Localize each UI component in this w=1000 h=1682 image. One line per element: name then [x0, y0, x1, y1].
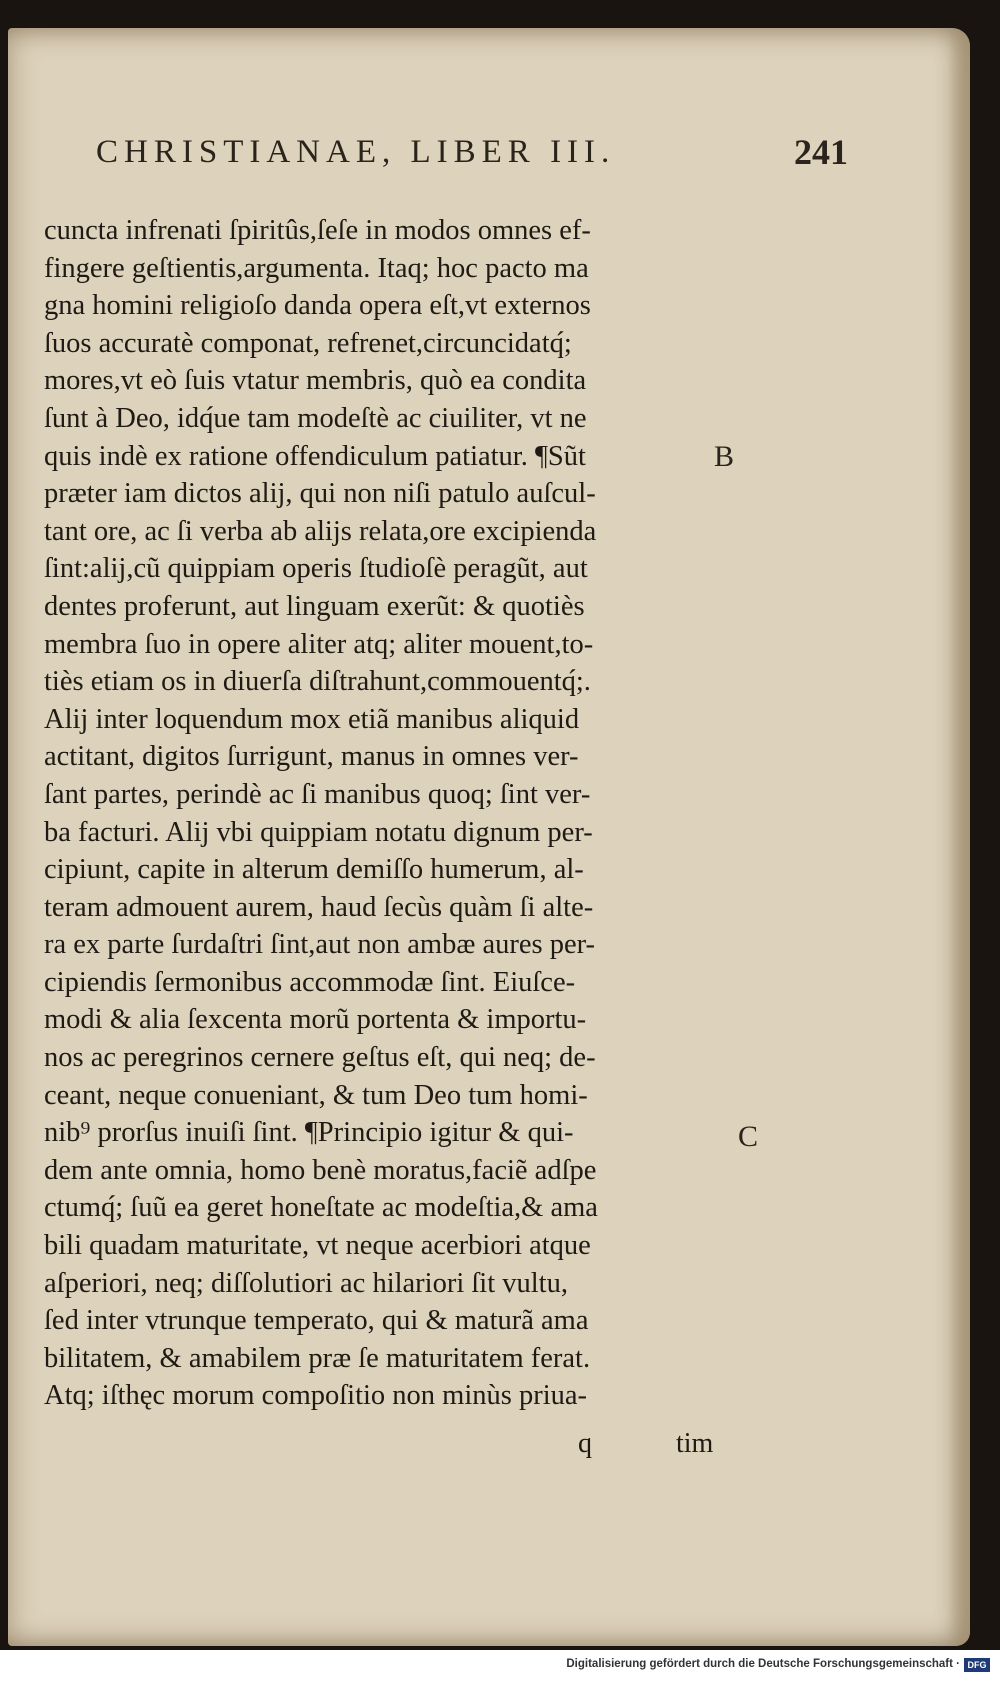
footer-credit: Digitalisierung gefördert durch die Deutsche Forschungsgemeinschaft ·: [566, 1658, 960, 1670]
margin-letter-c: C: [738, 1120, 759, 1153]
margin-letter-b: B: [714, 440, 735, 473]
dfg-logo-icon: DFG: [964, 1658, 990, 1672]
signature-mark: q: [578, 1428, 592, 1459]
text-line: ba facturi. Alij vbi quippiam notatu dignum per-: [44, 816, 593, 848]
text-line: ſed inter vtrunque temperato, qui & maturã ama: [44, 1305, 589, 1337]
text-line: cipiendis ſermonibus accommodæ ſint. Eiuſce-: [44, 966, 576, 998]
running-title: CHRISTIANAE, LIBER III.: [96, 134, 616, 170]
text-line: ctumq́; ſuũ ea geret honeſtate ac modeſtia,& ama: [44, 1192, 598, 1224]
text-line: gna homini religioſo danda opera eſt,vt externos: [44, 290, 591, 322]
text-line: Alij inter loquendum mox etiã manibus aliquid: [44, 703, 580, 735]
text-line: actitant, digitos ſurrigunt, manus in omnes ver-: [44, 741, 579, 773]
text-line: Atq; iſthęc morum compoſitio non minùs priua-: [44, 1380, 588, 1412]
text-line: nos ac peregrinos cernere geſtus eſt, qui neq; de-: [44, 1042, 596, 1074]
text-line: quis indè ex ratione offendiculum patiatur. ¶Sũt: [44, 440, 586, 472]
text-line: præter iam dictos alij, qui non niſi patulo auſcul-: [44, 478, 596, 510]
page-edge-shadow: [948, 28, 970, 1646]
text-line: mores,vt eò ſuis vtatur membris, quò ea condita: [44, 365, 587, 397]
text-line: teram admouent aurem, haud ſecùs quàm ſi alte-: [44, 891, 594, 923]
text-line: cipiunt, capite in alterum demiſſo humerum, al-: [44, 854, 584, 886]
text-line: ſant partes, perindè ac ſi manibus quoq; ſint ver-: [44, 778, 591, 810]
text-line: dentes proferunt, aut linguam exerũt: & quotiès: [44, 590, 585, 622]
text-line: ra ex parte ſurdaſtri ſint,aut non ambæ aures per-: [44, 929, 596, 961]
text-line: tiès etiam os in diuerſa diſtrahunt,commouentq́;.: [44, 666, 591, 698]
text-line: ſuos accuratè componat, refrenet,circuncidatq́;: [44, 327, 572, 359]
text-line: nib⁹ prorſus inuiſi ſint. ¶Principio igitur & qui-: [44, 1117, 574, 1149]
text-line: membra ſuo in opere aliter atq; aliter mouent,to-: [44, 628, 594, 660]
text-line: fingere geſtientis,argumenta. Itaq; hoc pacto ma: [44, 252, 589, 284]
text-line: ceant, neque conueniant, & tum Deo tum homi-: [44, 1079, 588, 1111]
text-line: bili quadam maturitate, vt neque acerbiori atque: [44, 1230, 591, 1262]
text-line: modi & alia ſexcenta morũ portenta & importu-: [44, 1004, 587, 1036]
catchwords-line: [560, 1428, 760, 1468]
body-text: [44, 212, 744, 1415]
page-header: [88, 128, 848, 176]
footer-bar: [0, 1650, 1000, 1682]
text-line: tant ore, ac ſi verba ab alijs relata,ore excipienda: [44, 515, 597, 547]
text-line: cuncta infrenati ſpiritûs,ſeſe in modos omnes ef-: [44, 215, 591, 246]
page-number: 241: [794, 132, 848, 172]
text-line: aſperiori, neq; diſſolutiori ac hilariori ſit vultu,: [44, 1267, 568, 1299]
text-line: ſunt à Deo, idq́ue tam modeſtè ac ciuiliter, vt ne: [44, 402, 587, 434]
catchword: tim: [676, 1428, 714, 1459]
text-line: bilitatem, & amabilem præ ſe maturitatem ferat.: [44, 1342, 591, 1374]
text-line: ſint:alij,cũ quippiam operis ſtudioſè peragũt, aut: [44, 553, 588, 585]
text-line: dem ante omnia, homo benè moratus,faciẽ adſpe: [44, 1154, 597, 1186]
